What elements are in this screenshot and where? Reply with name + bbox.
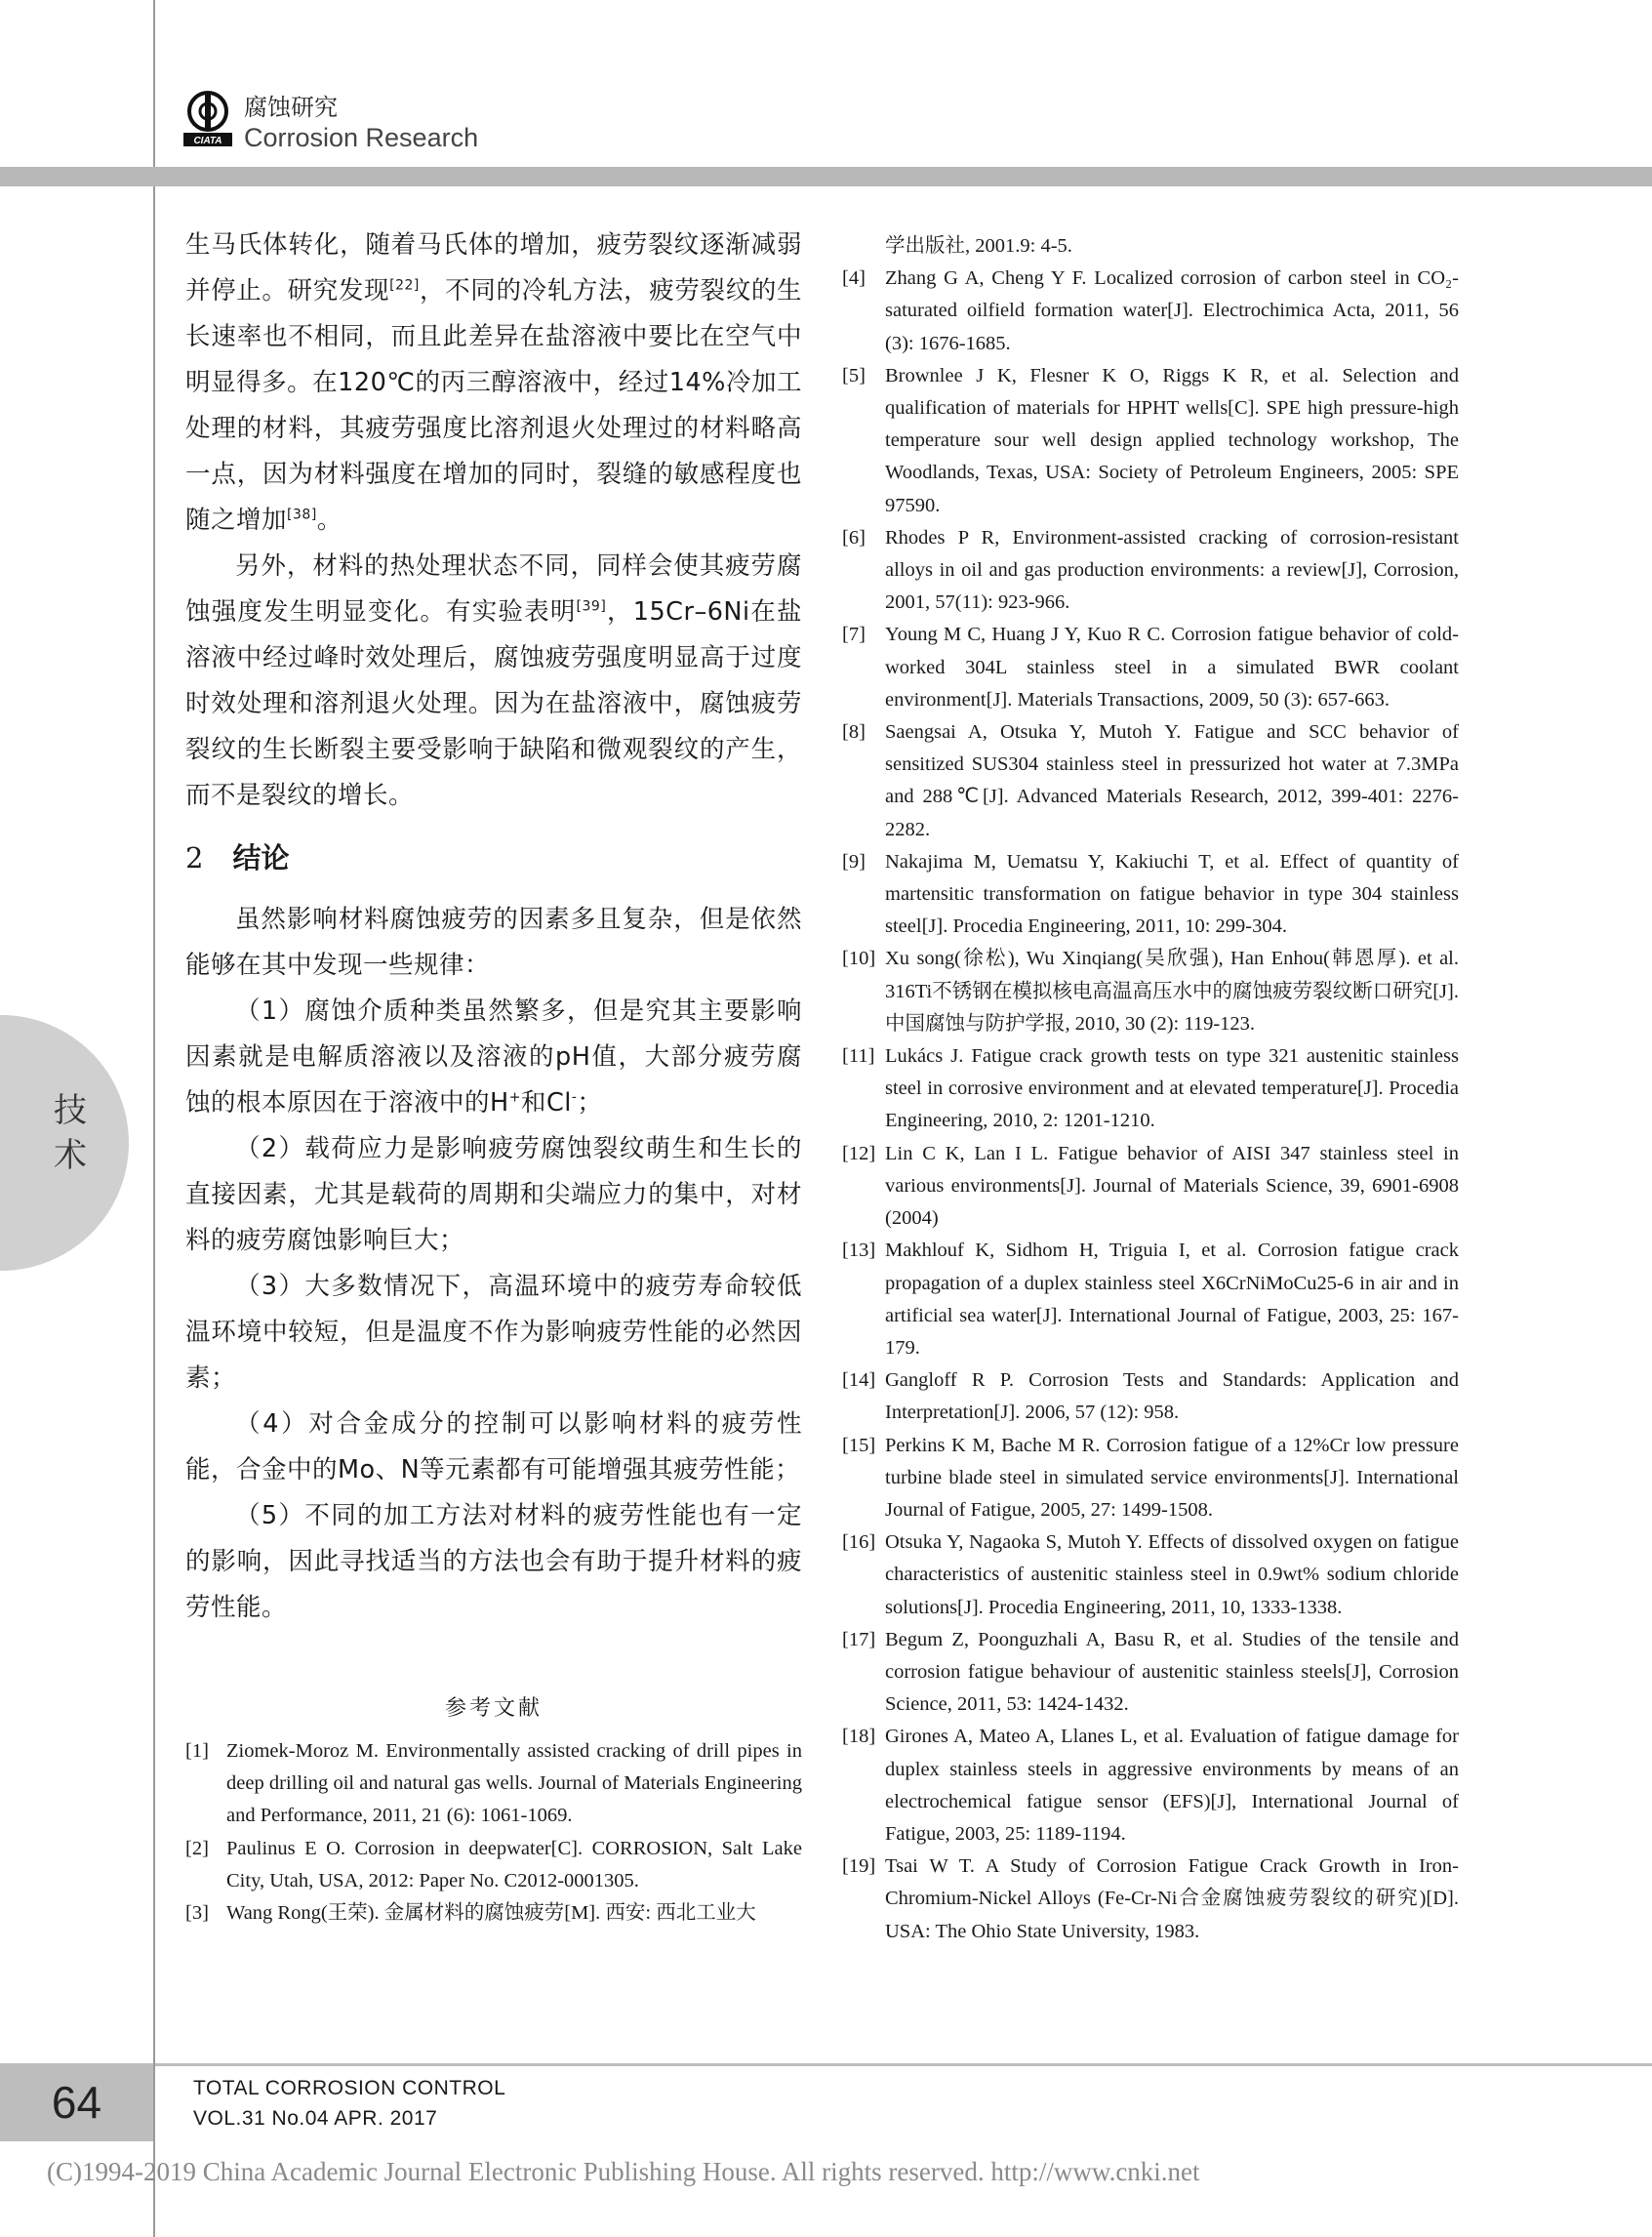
reference-entry (842, 1364, 1459, 1429)
reference-number: [16] (842, 1531, 876, 1554)
reference-list (842, 263, 1459, 1948)
side-tab-label: 技 术 (54, 1091, 87, 1175)
reference-text: Zhang G A, Cheng Y F. Localized corrosion of carbon steel in CO₂-saturated oilfield formation water[J]. Electrochimica Acta, 2011, 56 (3): 1676-1685. (885, 267, 1459, 354)
reference-number: [13] (842, 1240, 876, 1262)
conclusion-item: （4）对合金成分的控制可以影响材料的疲劳性能，合金中的Mo、N等元素都有可能增强其疲劳性能； (185, 1409, 802, 1485)
reference-entry (842, 716, 1459, 846)
conclusion-item: （1）腐蚀介质种类虽然繁多，但是究其主要影响因素就是电解质溶液以及溶液的pH值，大部分疲劳腐蚀的根本原因在于溶液中的H+和Cl-； (185, 996, 802, 1118)
section-heading: 2 结论 (185, 841, 290, 874)
reference-text: Makhlouf K, Sidhom H, Triguia I, et al. Corrosion fatigue crack propagation of a duplex stainless steel X6CrNiMoCu25-6 in air and in artificial sea water[J]. International Journal of Fatigue, 2003, 25: 167-179. (885, 1240, 1459, 1359)
reference-entry (842, 943, 1459, 1040)
paragraph: 另外，材料的热处理状态不同，同样会使其疲劳腐蚀强度发生明显变化。有实验表明[39]，15Cr–6Ni在盐溶液中经过峰时效处理后，腐蚀疲劳强度明显高于过度时效处理和溶剂退火处理。因为在盐溶液中，腐蚀疲劳裂纹的生长断裂主要受影响于缺陷和微观裂纹的产生，而不是裂纹的增长。 (185, 551, 802, 810)
footer-rule (155, 2063, 1652, 2066)
reference-entry (842, 522, 1459, 620)
reference-number: [17] (842, 1628, 876, 1650)
reference-list (185, 1735, 802, 1930)
reference-number: [8] (842, 721, 866, 744)
reference-entry (842, 360, 1459, 522)
reference-text: Xu song(徐松), Wu Xinqiang(吴欣强), Han Enhou(韩恩厚). et al. 316Ti不锈钢在模拟核电高温高压水中的腐蚀疲劳裂纹断口研究[J]. 中国腐蚀与防护学报, 2010, 30 (2): 119-123. (885, 948, 1459, 1035)
reference-text: Ziomek-Moroz M. Environmentally assisted cracking of drill pipes in deep drilling oil and natural gas wells. Journal of Materials Engineering and Performance, 2011, 21 (6): 1061-1069. (226, 1740, 802, 1827)
reference-number: [10] (842, 948, 876, 970)
reference-text: Saengsai A, Otsuka Y, Mutoh Y. Fatigue and SCC behavior of sensitized SUS304 stainless steel in pressurized hot water at 7.3MPa and 288℃[J]. Advanced Materials Research, 2012, 399-401: 2276-2282. (885, 721, 1459, 840)
reference-number: [15] (842, 1434, 876, 1456)
reference-number: [1] (185, 1740, 209, 1762)
reference-number: [18] (842, 1726, 876, 1748)
reference-entry (185, 1833, 802, 1897)
reference-continuation: 学出版社, 2001.9: 4-5. (885, 235, 1072, 257)
reference-text: Begum Z, Poonguzhali A, Basu R, et al. Studies of the tensile and corrosion fatigue behaviour of austenitic stainless steels[J], Corrosion Science, 2011, 53: 1424-1432. (885, 1628, 1459, 1716)
reference-text: Lukács J. Fatigue crack growth tests on type 321 austenitic stainless steel in corrosive environment and at elevated temperature[J]. Procedia Engineering, 2010, 2: 1201-1210. (885, 1045, 1459, 1132)
footer-journal: TOTAL CORROSION CONTROL (193, 2077, 506, 2099)
reference-text: Gangloff R P. Corrosion Tests and Standards: Application and Interpretation[J]. 2006, 57 (12): 958. (885, 1369, 1459, 1424)
paragraph: 生马氏体转化，随着马氏体的增加，疲劳裂纹逐渐减弱并停止。研究发现[22]，不同的冷轧方法，疲劳裂纹的生长速率也不相同，而且此差异在盐溶液中要比在空气中明显得多。在120℃的丙三醇溶液中，经过14%冷加工处理的材料，其疲劳强度比溶剂退火处理过的材料略高一点，因为材料强度在增加的同时，裂缝的敏感程度也随之增加[38]。 (185, 230, 802, 535)
reference-text: Young M C, Huang J Y, Kuo R C. Corrosion fatigue behavior of cold-worked 304L stainless steel in a simulated BWR coolant environment[J]. Materials Transactions, 2009, 50 (3): 657-663. (885, 624, 1459, 711)
reference-number: [5] (842, 364, 866, 386)
reference-entry (842, 1851, 1459, 1948)
copyright-watermark: (C)1994-2019 China Academic Journal Electronic Publishing House. All rights reserved. http://www.cnki.net (47, 2157, 1200, 2186)
reference-entry (842, 1430, 1459, 1527)
footer-issue: VOL.31 No.04 APR. 2017 (193, 2107, 438, 2130)
reference-number: [2] (185, 1837, 209, 1859)
reference-number: [7] (842, 624, 866, 646)
paragraph: 虽然影响材料腐蚀疲劳的因素多且复杂，但是依然能够在其中发现一些规律： (185, 905, 802, 980)
reference-entry (842, 1526, 1459, 1624)
reference-number: [4] (842, 267, 866, 290)
reference-entry (842, 1040, 1459, 1138)
reference-text: Girones A, Mateo A, Llanes L, et al. Evaluation of fatigue damage for duplex stainless steels in aggressive environments by means of an electrochemical fatigue sensor (EFS)[J], International Journal of Fatigue, 2003, 25: 1189-1194. (885, 1726, 1459, 1845)
reference-text: Wang Rong(王荣). 金属材料的腐蚀疲劳[M]. 西安: 西北工业大 (226, 1902, 756, 1925)
reference-text: Brownlee J K, Flesner K O, Riggs K R, et al. Selection and qualification of materials for HPHT wells[C]. SPE high pressure-high temperature sour well design applied technology workshop, The Woodlands, Texas, USA: Society of Petroleum Engineers, 2005: SPE 97590. (885, 364, 1459, 516)
reference-entry (842, 1721, 1459, 1851)
conclusion-item: （3）大多数情况下，高温环境中的疲劳寿命较低温环境中较短，但是温度不作为影响疲劳性能的必然因素； (185, 1272, 802, 1393)
reference-text: Rhodes P R, Environment-assisted cracking of corrosion-resistant alloys in oil and gas production environments: a review[J], Corrosion, 2001, 57(11): 923-966. (885, 526, 1459, 614)
reference-text: Otsuka Y, Nagaoka S, Mutoh Y. Effects of dissolved oxygen on fatigue characteristics of austenitic stainless steel in 0.9wt% sodium chloride solutions[J]. Procedia Engineering, 2011, 10, 1333-1338. (885, 1531, 1459, 1618)
reference-entry (842, 263, 1459, 360)
journal-logo (183, 90, 232, 148)
reference-text: Nakajima M, Uematsu Y, Kakiuchi T, et al. Effect of quantity of martensitic transformation on fatigue behavior in type 304 stainless steel[J]. Procedia Engineering, 2011, 10: 299-304. (885, 850, 1459, 938)
reference-entry (842, 619, 1459, 716)
references-heading: 参考文献 (444, 1696, 543, 1721)
reference-entry (842, 1235, 1459, 1364)
reference-number: [6] (842, 526, 866, 549)
reference-number: [14] (842, 1369, 876, 1392)
reference-text: Paulinus E O. Corrosion in deepwater[C]. CORROSION, Salt Lake City, Utah, USA, 2012: Paper No. C2012-0001305. (226, 1837, 802, 1891)
journal-name-cn: 腐蚀研究 (244, 94, 338, 121)
reference-entry (185, 1735, 802, 1833)
reference-number: [12] (842, 1142, 876, 1164)
reference-entry (842, 1138, 1459, 1236)
reference-text: Perkins K M, Bache M R. Corrosion fatigue of a 12%Cr low pressure turbine blade steel in simulated service environments[J]. International Journal of Fatigue, 2005, 27: 1499-1508. (885, 1434, 1459, 1521)
journal-name-en: Corrosion Research (244, 123, 479, 152)
reference-entry (185, 1897, 802, 1930)
header-bar (0, 167, 1652, 186)
page-number: 64 (0, 2063, 153, 2141)
conclusion-item: （2）载荷应力是影响疲劳腐蚀裂纹萌生和生长的直接因素，尤其是载荷的周期和尖端应力的集中，对材料的疲劳腐蚀影响巨大； (185, 1134, 802, 1255)
conclusion-item: （5）不同的加工方法对材料的疲劳性能也有一定的影响，因此寻找适当的方法也会有助于提升材料的疲劳性能。 (185, 1501, 802, 1622)
reference-number: [11] (842, 1045, 875, 1068)
reference-text: Lin C K, Lan I L. Fatigue behavior of AISI 347 stainless steel in various environments[J]. Journal of Materials Science, 39, 6901-6908 (2004) (885, 1142, 1459, 1230)
margin-rule (153, 0, 155, 2237)
reference-entry (842, 846, 1459, 944)
reference-number: [19] (842, 1855, 876, 1878)
reference-number: [9] (842, 850, 866, 873)
reference-entry (842, 1624, 1459, 1722)
svg-text:CIATA: CIATA (193, 136, 222, 146)
right-column (842, 230, 1459, 1948)
left-column (185, 223, 802, 1930)
reference-number: [3] (185, 1902, 209, 1925)
reference-text: Tsai W T. A Study of Corrosion Fatigue Crack Growth in Iron-Chromium-Nickel Alloys (Fe-Cr-Ni合金腐蚀疲劳裂纹的研究)[D]. USA: The Ohio State University, 1983. (885, 1855, 1459, 1942)
